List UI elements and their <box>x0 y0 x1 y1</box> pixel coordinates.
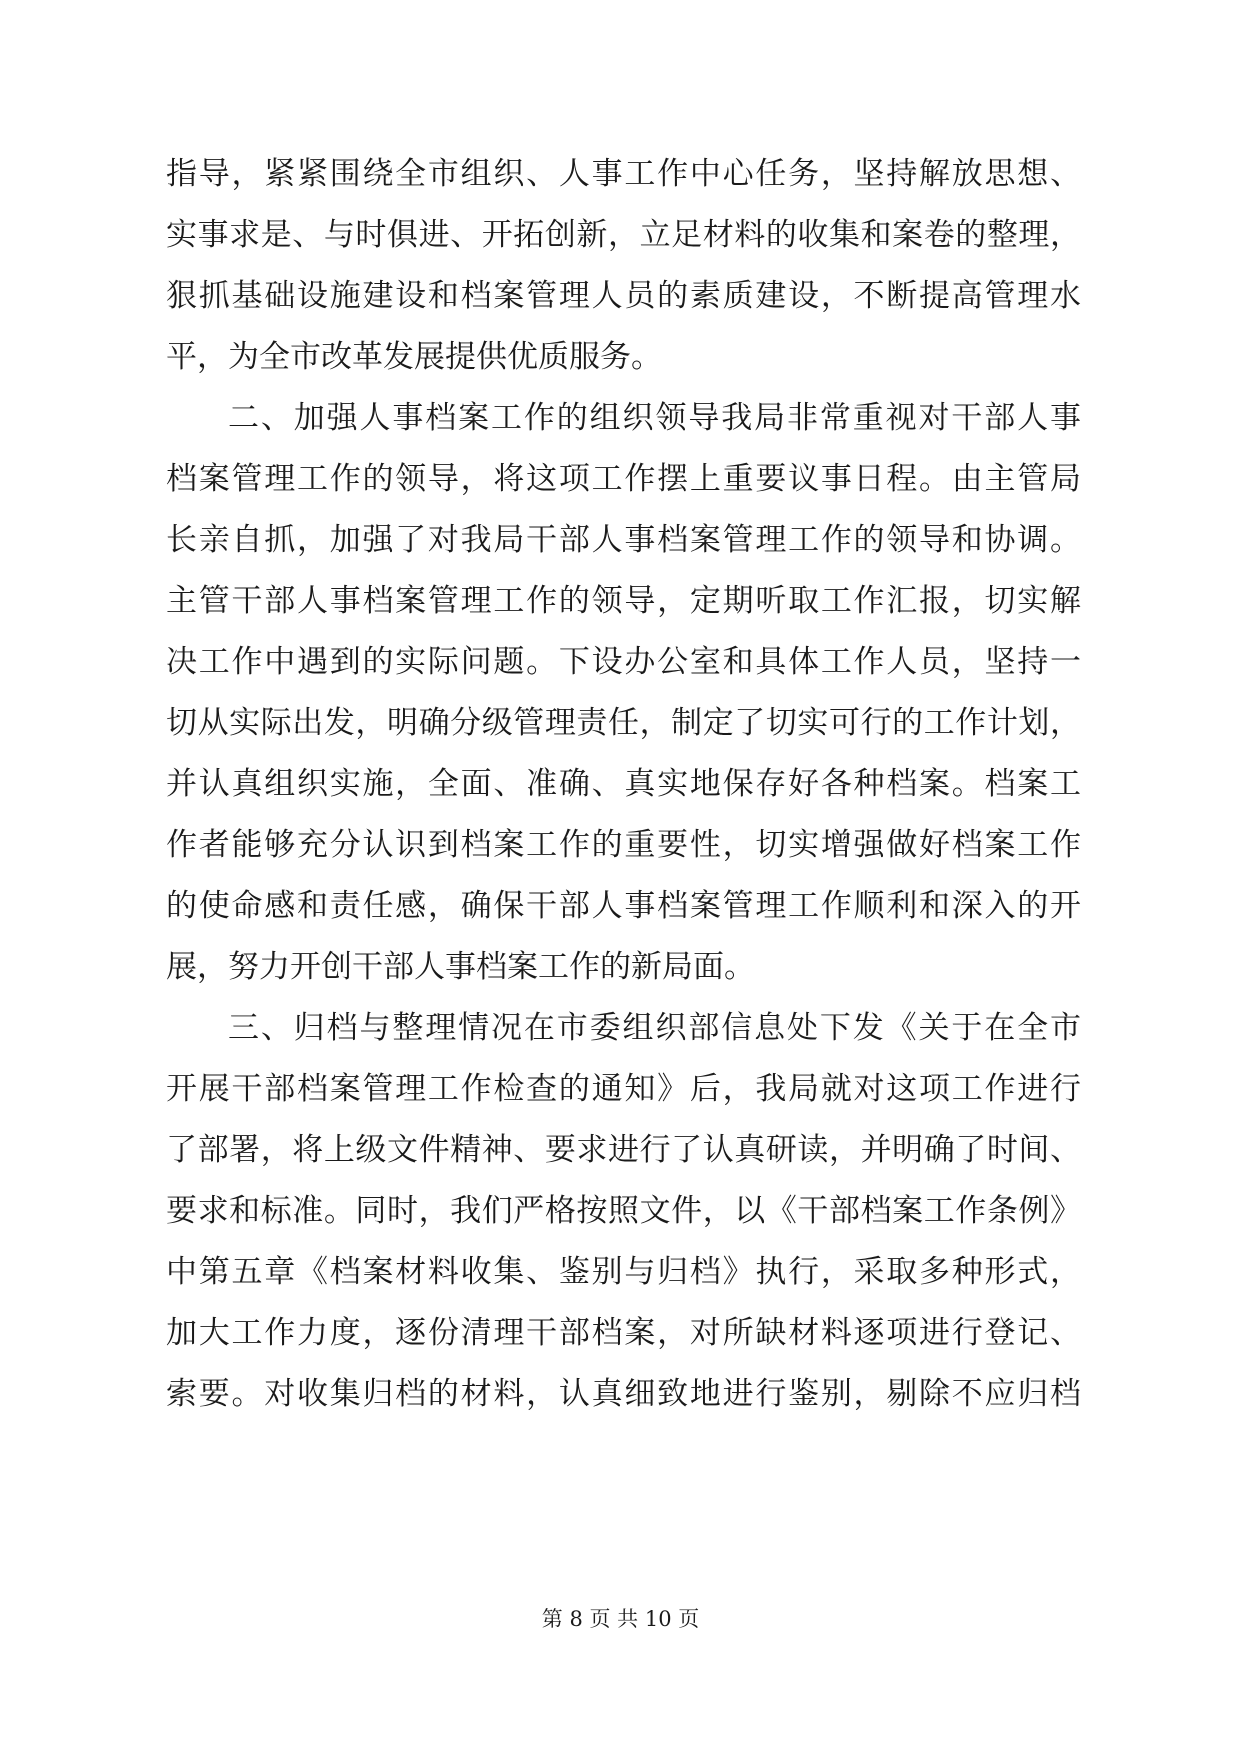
text-line: 要求和标准。同时，我们严格按照文件，以《干部档案工作条例》 <box>166 1193 1081 1229</box>
text-line: 决工作中遇到的实际问题。下设办公室和具体工作人员，坚持一 <box>166 644 1081 680</box>
text-line: 狠抓基础设施建设和档案管理人员的素质建设，不断提高管理水 <box>166 278 1081 314</box>
text-line: 三、归档与整理情况在市委组织部信息处下发《关于在全市 <box>228 1010 1081 1046</box>
text-line: 长亲自抓，加强了对我局干部人事档案管理工作的领导和协调。 <box>166 522 1081 558</box>
text-line: 开展干部档案管理工作检查的通知》后，我局就对这项工作进行 <box>166 1071 1081 1107</box>
text-line: 并认真组织实施，全面、准确、真实地保存好各种档案。档案工 <box>166 766 1081 802</box>
text-line: 作者能够充分认识到档案工作的重要性，切实增强做好档案工作 <box>166 827 1081 863</box>
text-line: 加大工作力度，逐份清理干部档案，对所缺材料逐项进行登记、 <box>166 1315 1081 1351</box>
text-line: 指导，紧紧围绕全市组织、人事工作中心任务，坚持解放思想、 <box>166 156 1081 192</box>
text-line: 索要。对收集归档的材料，认真细致地进行鉴别，剔除不应归档 <box>166 1376 1081 1412</box>
text-line: 了部署，将上级文件精神、要求进行了认真研读，并明确了时间、 <box>166 1132 1081 1168</box>
page-number-label: 第 8 页 共 10 页 <box>541 1607 700 1631</box>
text-line: 展，努力开创干部人事档案工作的新局面。 <box>166 949 755 985</box>
text-line: 中第五章《档案材料收集、鉴别与归档》执行，采取多种形式， <box>166 1254 1081 1290</box>
paragraph <box>166 998 1081 1425</box>
paragraph <box>166 388 1081 998</box>
text-line: 平，为全市改革发展提供优质服务。 <box>166 339 662 375</box>
text-line: 主管干部人事档案管理工作的领导，定期听取工作汇报，切实解 <box>166 583 1081 619</box>
paragraph <box>166 144 1081 388</box>
document-body <box>166 144 1081 1425</box>
text-line: 实事求是、与时俱进、开拓创新，立足材料的收集和案卷的整理， <box>166 217 1081 253</box>
text-line: 二、加强人事档案工作的组织领导我局非常重视对干部人事 <box>228 400 1081 436</box>
text-line: 的使命感和责任感，确保干部人事档案管理工作顺利和深入的开 <box>166 888 1081 924</box>
text-line: 切从实际出发，明确分级管理责任，制定了切实可行的工作计划， <box>166 705 1081 741</box>
text-line: 档案管理工作的领导，将这项工作摆上重要议事日程。由主管局 <box>166 461 1081 497</box>
page-footer <box>0 1604 1241 1634</box>
